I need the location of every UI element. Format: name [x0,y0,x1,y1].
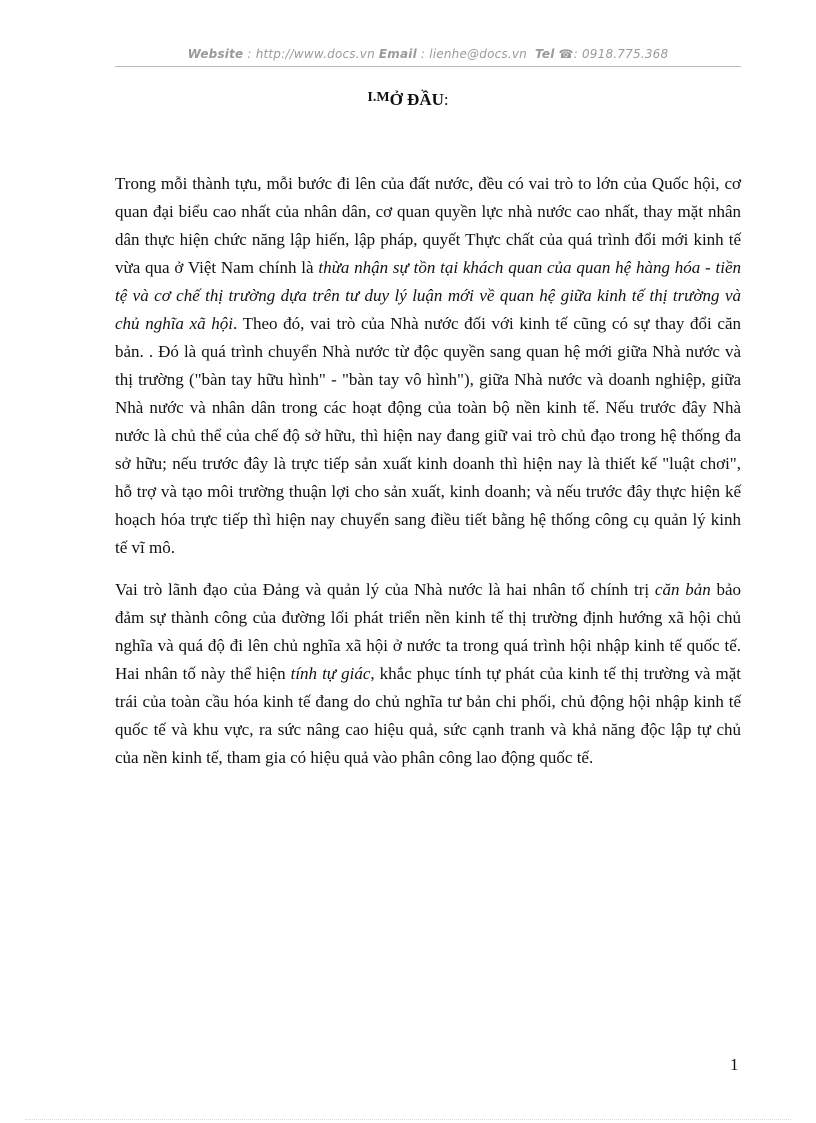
paragraph-2-italic-b: tính tự giác [290,664,371,683]
section-title [0,90,816,110]
website-url: http://www.docs.vn [255,47,375,61]
paragraph-1-text-b: . Theo đó, vai trò của Nhà nước đối với kinh tế cũng có sự thay đổi căn bản. . Đó là quá trình chuyển Nhà nước từ độc quyền sang quan hệ mới giữa Nhà nước và thị trường ("bàn tay hữu hình" - "bàn tay vô hình"), giữa Nhà nước và doanh nghiệp, giữa Nhà nước và nhân dân trong các hoạt động của toàn bộ nền kinh tế. Nếu trước đây Nhà nước là chủ thể của chế độ sở hữu, thì hiện nay đang giữ vai trò chủ đạo trong hệ thống đa sở hữu; nếu trước đây là trực tiếp sản xuất kinh doanh thì hiện nay là thiết kế "luật chơi", hỗ trợ và tạo môi trường thuận lợi cho sản xuất, kinh doanh; và nếu trước đây thực hiện kế hoạch hóa trực tiếp thì hiện nay chuyển sang điều tiết bằng hệ thống công cụ quản lý kinh tế vĩ mô. [115,314,741,557]
tel-value: : 0918.775.368 [573,47,669,61]
paragraph-2 [115,576,741,772]
footer-divider [25,1119,791,1120]
paragraph-2-italic-a: căn bản [654,580,711,599]
email-label: Email [378,47,417,61]
paragraph-1-text-a: Trong mỗi thành tựu, mỗi bước đi lên của đất nước, đều có vai trò to lớn của Quốc hội, cơ quan đại biểu cao nhất của nhân dân, cơ quan quyền lực nhà nước cao nhất, thay mặt nhân dân thực hiện chức năng lập hiến, lập pháp, quyết Thực chất của quá trình đổi mới kinh tế vừa qua ở Việt Nam chính là [115,174,741,277]
header-divider [115,66,741,67]
tel-label: Tel [535,47,555,61]
paragraph-1-italic: thừa nhận sự tồn tại khách quan của quan hệ hàng hóa - tiền tệ và cơ chế thị trường dựa trên tư duy lý luận mới về quan hệ giữa kinh tế thị trường và chủ nghĩa xã hội [115,258,741,333]
section-title-rest: Ở ĐẦU [389,90,444,109]
website-separator: : [243,47,256,61]
page-header [115,47,741,61]
paragraph-2-text-a: Vai trò lãnh đạo của Đảng và quản lý của Nhà nước là hai nhân tố chính trị [115,580,655,599]
section-title-lead: I.M [367,90,390,105]
paragraph-1 [115,170,741,562]
paragraph-2-text-c: , khắc phục tính tự phát của kinh tế thị trường và mặt trái của toàn cầu hóa kinh tế đang do chủ nghĩa tư bản chi phối, chủ động hội nhập kinh tế quốc tế và khu vực, ra sức nâng cao hiệu quả, sức cạnh tranh và khả năng độc lập tự chủ của nền kinh tế, tham gia có hiệu quả vào phân công lao động quốc tế. [115,664,741,767]
website-label: Website [187,47,244,61]
body-text [115,170,741,772]
page-number: 1 [730,1055,739,1074]
section-title-colon: : [443,90,449,109]
email-separator: : [416,47,430,61]
phone-icon: ☎ [558,47,574,61]
paragraph-2-text-b: bảo đảm sự thành công của đường lối phát triển nền kinh tế thị trường định hướng xã hội chủ nghĩa và quá độ đi lên chủ nghĩa xã hội ở nước ta trong quá trình hội nhập kinh tế quốc tế. Hai nhân tố này thể hiện [115,580,741,683]
email-value: lienhe@docs.vn [429,47,527,61]
